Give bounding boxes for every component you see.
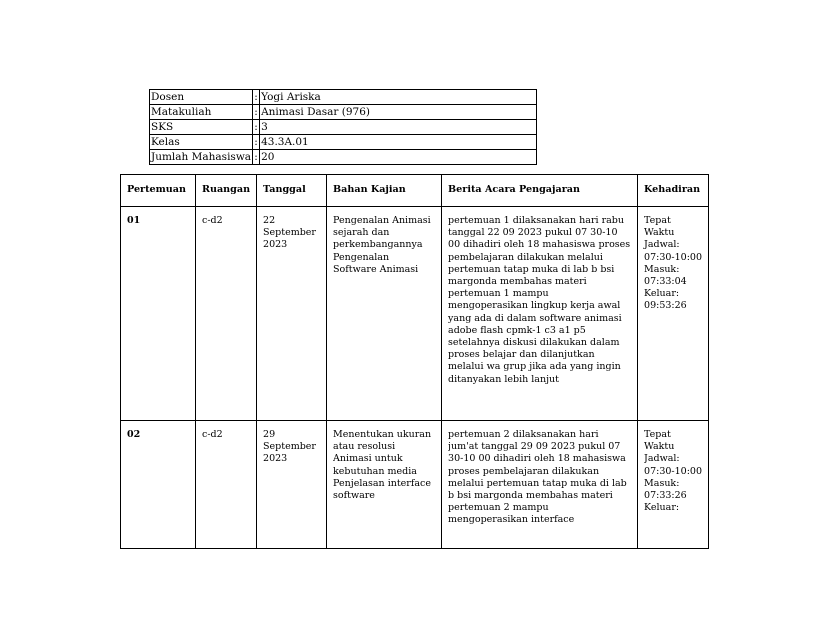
info-value: 3 bbox=[260, 120, 537, 135]
cell-tanggal bbox=[257, 421, 327, 549]
info-separator: : bbox=[254, 91, 258, 103]
header-tanggal: Tanggal bbox=[257, 175, 327, 207]
info-key: Kelas bbox=[150, 135, 253, 150]
cell-bahan-kajian bbox=[327, 421, 442, 549]
cell-text: 29 September 2023 bbox=[263, 429, 316, 465]
header-berita-acara: Berita Acara Pengajaran bbox=[442, 175, 638, 207]
table-header-row bbox=[121, 175, 709, 207]
cell-tanggal: 22 September 2023 bbox=[257, 207, 327, 421]
cell-ruangan: c-d2 bbox=[196, 207, 257, 421]
cell-pertemuan bbox=[121, 421, 196, 549]
cell-berita-acara bbox=[442, 421, 638, 549]
course-info-table bbox=[149, 89, 537, 165]
info-separator: : bbox=[254, 136, 258, 148]
cell-bahan-kajian: Pengenalan Animasi sejarah dan perkembangannya Pengenalan Software Animasi bbox=[327, 207, 442, 421]
info-key: SKS bbox=[150, 120, 253, 135]
header-bahan-kajian: Bahan Kajian bbox=[327, 175, 442, 207]
cell-pertemuan: 01 bbox=[121, 207, 196, 421]
info-value: Animasi Dasar (976) bbox=[260, 105, 537, 120]
table-row bbox=[121, 421, 709, 549]
info-separator: : bbox=[254, 121, 258, 133]
header-pertemuan: Pertemuan bbox=[121, 175, 196, 207]
info-value: Yogi Ariska bbox=[260, 90, 537, 105]
cell-text: 02 bbox=[127, 429, 141, 440]
info-value: 20 bbox=[260, 150, 537, 165]
teaching-log-table bbox=[120, 174, 709, 549]
cell-text: Tepat Waktu Jadwal: 07:30-10:00 Masuk: 07:33:26 Keluar: bbox=[644, 429, 703, 514]
info-row bbox=[150, 150, 537, 165]
cell-ruangan bbox=[196, 421, 257, 549]
cell-berita-acara: pertemuan 1 dilaksanakan hari rabu tanggal 22 09 2023 pukul 07 30-10 00 dihadiri oleh 18 mahasiswa proses pembelajaran dilakukan melalui pertemuan tatap muka di lab b bsi margonda membahas materi pertemuan 1 mampu mengoperasikan lingkup kerja awal yang ada di dalam software animasi adobe flash cpmk-1 c3 a1 p5 setelahnya diskusi dilakukan dalam proses belajar dan dilanjutkan melalui wa grup jika ada yang ingin ditanyakan lebih lanjut bbox=[442, 207, 638, 421]
cell-text: c-d2 bbox=[202, 429, 223, 440]
cell-kehadiran bbox=[638, 421, 709, 549]
info-row bbox=[150, 90, 537, 105]
info-separator: : bbox=[254, 106, 258, 118]
info-row bbox=[150, 120, 537, 135]
info-key: Dosen bbox=[150, 90, 253, 105]
cell-kehadiran: Tepat Waktu Jadwal: 07:30-10:00 Masuk: 07:33:04 Keluar: 09:53:26 bbox=[638, 207, 709, 421]
info-value: 43.3A.01 bbox=[260, 135, 537, 150]
info-row bbox=[150, 135, 537, 150]
info-key: Jumlah Mahasiswa bbox=[151, 151, 252, 163]
cell-text: Menentukan ukuran atau resolusi Animasi untuk kebutuhan media Penjelasan interface software bbox=[333, 429, 432, 502]
info-separator: : bbox=[254, 151, 258, 163]
header-ruangan: Ruangan bbox=[196, 175, 257, 207]
info-row bbox=[150, 105, 537, 120]
table-row bbox=[121, 207, 709, 421]
header-kehadiran: Kehadiran bbox=[638, 175, 709, 207]
cell-text: pertemuan 2 dilaksanakan hari jum'at tanggal 29 09 2023 pukul 07 30-10 00 dihadiri oleh 18 mahasiswa proses pembelajaran dilakukan melalui pertemuan tatap muka di lab b bsi margonda membahas materi pertemuan 2 mampu mengoperasikan interface bbox=[448, 429, 627, 526]
info-key: Matakuliah bbox=[150, 105, 253, 120]
